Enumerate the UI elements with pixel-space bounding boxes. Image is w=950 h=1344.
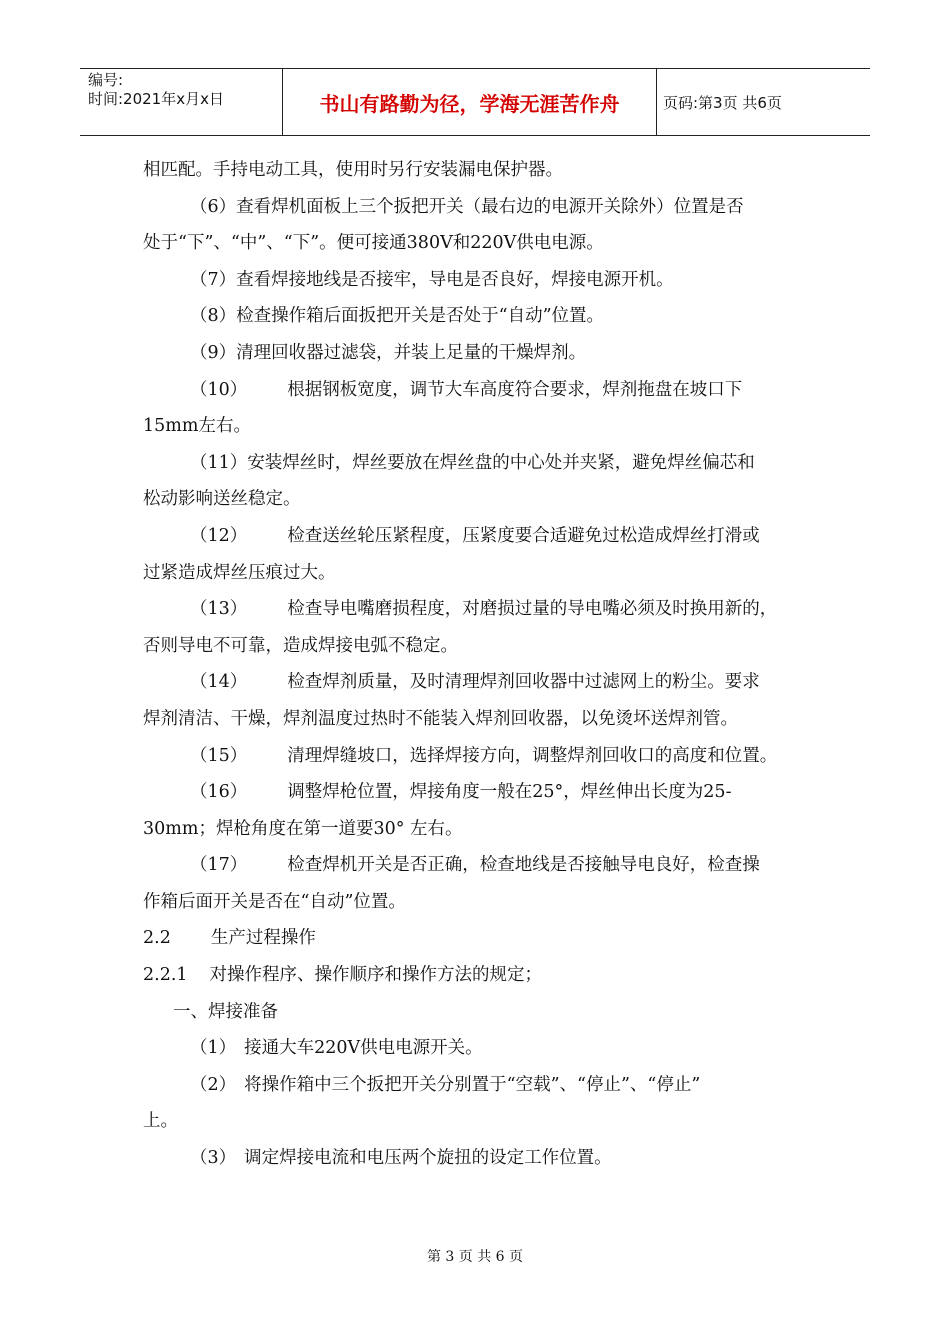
text-line: （3） 调定焊接电流和电压两个旋扭的设定工作位置。 [143, 1140, 813, 1177]
page-footer: 第 3 页 共 6 页 [426, 1249, 524, 1265]
item-number: （6） [190, 196, 237, 217]
text-line: 过紧造成焊丝压痕过大。 [143, 562, 336, 583]
text-line: （9）清理回收器过滤袋，并装上足量的干燥焊剂。 [143, 335, 813, 372]
text-line: （1） 接通大车220V供电电源开关。 [143, 1030, 813, 1067]
text-line: （14） 检查焊剂质量，及时清理焊剂回收器中过滤网上的粉尘。要求 [143, 664, 813, 701]
item-number: （11） [190, 452, 248, 473]
text-line: （12） 检查送丝轮压紧程度，压紧度要合适避免过松造成焊丝打滑或 [143, 518, 813, 555]
text-line: （6）查看焊机面板上三个扳把开关（最右边的电源开关除外）位置是否 [143, 189, 813, 226]
text-line: （8）检查操作箱后面扳把开关是否处于“自动”位置。 [143, 298, 813, 335]
text-line: 作箱后面开关是否在“自动”位置。 [143, 891, 406, 912]
text-line: 否则导电不可靠，造成焊接电弧不稳定。 [143, 635, 458, 656]
item-number: （2） [190, 1074, 237, 1095]
text-line: （10） 根据钢板宽度，调节大车高度符合要求，焊剂拖盘在坡口下 [143, 372, 813, 409]
item-number: （10） [190, 379, 248, 400]
item-number: （12） [190, 525, 248, 546]
item-number: （1） [190, 1038, 237, 1059]
text-line: （11）安装焊丝时，焊丝要放在焊丝盘的中心处并夹紧，避免焊丝偏芯和 [143, 445, 813, 482]
text-line: （17） 检查焊机开关是否正确，检查地线是否接触导电良好，检查操 [143, 847, 813, 884]
text-line: 松动影响送丝稳定。 [143, 489, 301, 510]
section-number: 2.2 [143, 928, 171, 949]
item-number: （8） [190, 306, 237, 327]
text-line: （7）查看焊接地线是否接牢，导电是否良好，焊接电源开机。 [143, 262, 813, 299]
text-line: 焊剂清洁、干燥，焊剂温度过热时不能装入焊剂回收器，以免烫坏送焊剂管。 [143, 708, 738, 729]
header-meta [80, 69, 283, 135]
document-number-label: 编号: [88, 71, 124, 89]
text-line: 一、焊接准备 [173, 1001, 278, 1022]
item-number: （9） [190, 342, 237, 363]
item-number: （7） [190, 269, 237, 290]
text-line: 相匹配。手持电动工具，使用时另行安装漏电保护器。 [143, 160, 563, 180]
document-date: 时间:2021年x月x日 [88, 90, 224, 108]
item-number: （16） [190, 782, 248, 803]
item-number: （13） [190, 599, 248, 620]
text-line: （16） 调整焊枪位置，焊接角度一般在25°，焊丝伸出长度为25- [143, 774, 813, 811]
text-line: 上。 [143, 1111, 178, 1132]
text-line: 15mm左右。 [143, 416, 251, 437]
subsection-heading: 2.2.1 对操作程序、操作顺序和操作方法的规定； [143, 957, 813, 994]
text-line: 处于“下”、“中”、“下”。便可接通380V和220V供电电源。 [143, 233, 604, 254]
section-number: 2.2.1 [143, 965, 188, 986]
text-line: （15） 清理焊缝坡口，选择焊接方向，调整焊剂回收口的高度和位置。 [143, 738, 813, 775]
item-number: （17） [190, 855, 248, 876]
text-line: （13） 检查导电嘴磨损程度，对磨损过量的导电嘴必须及时换用新的， [143, 591, 813, 628]
header-motto: 书山有路勤为径，学海无涯苦作舟 [283, 69, 657, 135]
item-number: （14） [190, 672, 248, 693]
text-line: 30mm；焊枪角度在第一道要30° 左右。 [143, 818, 463, 839]
item-number: （3） [190, 1148, 237, 1169]
page-header [80, 68, 870, 136]
item-number: （15） [190, 745, 248, 766]
document-body [143, 152, 813, 1177]
header-page-info: 页码:第3页 共6页 [663, 93, 782, 112]
section-heading: 2.2 生产过程操作 [143, 920, 813, 957]
text-line: （2） 将操作箱中三个扳把开关分别置于“空载”、“停止”、“停止” [143, 1067, 813, 1104]
